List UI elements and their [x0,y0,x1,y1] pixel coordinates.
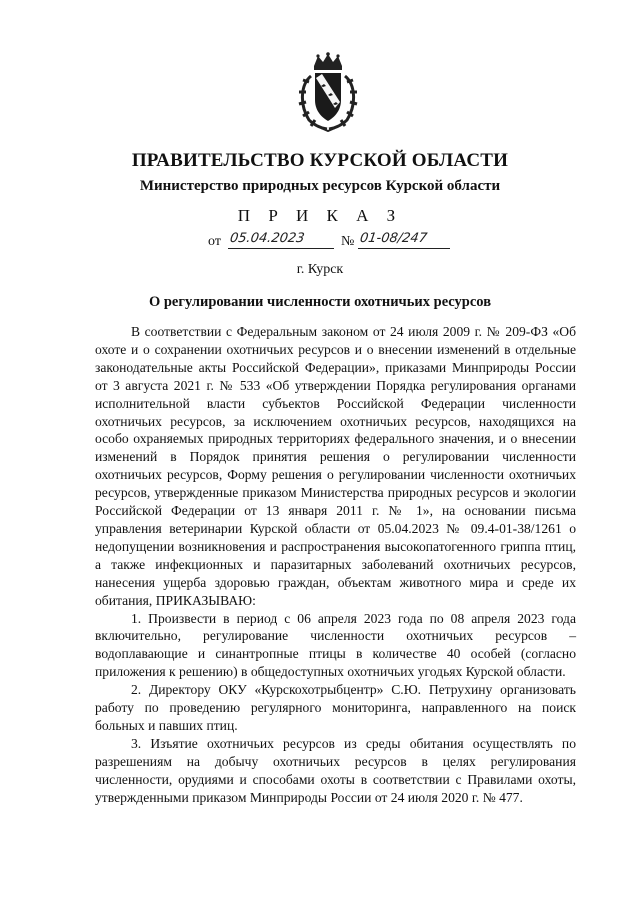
city: г. Курск [296,262,344,277]
handwritten-date: 05.04.2023 [228,231,306,246]
preamble-paragraph: В соответствии с Федеральным законом от 24 июля 2009 г. № 209-ФЗ «Об охоте и о сохранении охотничьих ресурсов и о внесении изменений в отдельные законодательные акты Российской Федерации», приказами Минприроды России от 3 августа 2021 г. № 533 «Об утверждении Порядка регулирования органами исполнительной власти субъектов Российской Федерации численности охотничьих ресурсов, за исключением охотничьих ресурсов, находящихся на особо охраняемых природных территориях федерального значения, и о внесении изменений в Порядок принятия решения о регулировании численности охотничьих ресурсов, Форму решения о регулировании численности охотничьих ресурсов, утвержденные приказом Министерства природных ресурсов и экологии Российской Федерации от 13 января 2011 г. № 1», на основании письма управления ветеринарии Курской области от 05.04.2023 № 09.4-01-38/1261 о недопущении возникновения и распространения высокопатогенного гриппа птиц, а также инфекционных и паразитарных заболеваний охотничьих ресурсов, нанесения ущерба здоровью граждан, объектам животного мира и среде их обитания, ПРИКАЗЫВАЮ: [95,324,576,608]
organization-title: ПРАВИТЕЛЬСТВО КУРСКОЙ ОБЛАСТИ [131,150,509,171]
ministry-name: Министерство природных ресурсов Курской области [139,178,501,194]
date-prefix: от [208,234,221,249]
document-body [95,323,576,806]
item-3-paragraph: 3. Изъятие охотничьих ресурсов из среды обитания осуществлять по разрешениям на добычу охотничьих ресурсов в целях регулирования численности, орудиями и способами охоты в соответствии с Правилами охоты, утвержденными приказом Минприроды России от 24 июля 2020 г. № 477. [95,735,576,805]
number-prefix: № [341,234,355,249]
item-2-paragraph: 2. Директору ОКУ «Курскохотрыбцентр» С.Ю. Петрухину организовать работу по проведению регулярного мониторинга, направленного на поиск больных и павших птиц. [95,682,576,733]
number-underline [358,248,450,249]
document-type: П Р И К А З [237,206,403,225]
handwritten-number: 01-08/247 [358,231,429,246]
coat-of-arms-icon [297,52,359,132]
item-1-paragraph: 1. Произвести в период с 06 апреля 2023 года по 08 апреля 2023 года включительно, регулирование численности охотничьих ресурсов – водоплавающие и синантропные птицы в количестве 40 особей (согласно приложения к решению) в общедоступных охотничьих угодьях Курской области. [95,610,576,680]
date-underline [228,248,334,249]
date-number-line [208,231,468,251]
document-subject: О регулировании численности охотничьих ресурсов [148,294,492,310]
